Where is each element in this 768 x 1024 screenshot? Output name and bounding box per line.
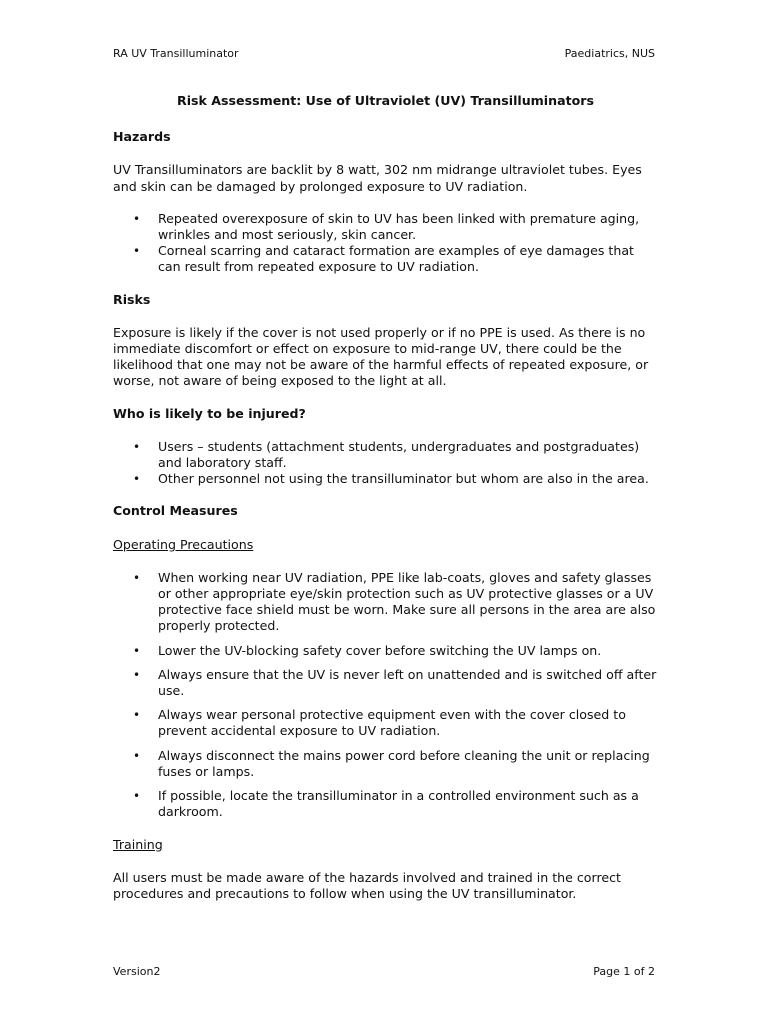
control-heading: Control Measures <box>113 503 238 519</box>
list-item: • When working near UV radiation, PPE like lab-coats, gloves and safety glasses or other appropriate eye/skin protection such as UV protective glasses or a UV protective face shield must be worn. Make sure all persons in the area are also properly protected. <box>113 570 658 635</box>
hazards-list <box>113 211 658 276</box>
injured-heading: Who is likely to be injured? <box>113 405 306 421</box>
document-body <box>113 93 658 918</box>
operating-precautions-list <box>113 570 658 821</box>
footer-version: Version2 <box>113 965 161 978</box>
list-item: • Lower the UV-blocking safety cover before switching the UV lamps on. <box>113 643 658 659</box>
header-right: Paediatrics, NUS <box>564 47 655 60</box>
hazards-intro: UV Transilluminators are backlit by 8 watt, 302 nm midrange ultraviolet tubes. Eyes and skin can be damaged by prolonged exposure to UV radiation. <box>113 162 642 194</box>
list-item: • Always disconnect the mains power cord before cleaning the unit or replacing fuses or lamps. <box>113 748 658 780</box>
list-item: • Users – students (attachment students, undergraduates and postgraduates) and laboratory staff. <box>113 439 658 471</box>
document-title: Risk Assessment: Use of Ultraviolet (UV) Transilluminators <box>177 93 594 108</box>
hazards-heading: Hazards <box>113 129 171 145</box>
risks-text: Exposure is likely if the cover is not used properly or if no PPE is used. As there is no immediate discomfort or effect on exposure to mid-range UV, there could be the likelihood that one may not be aware of the harmful effects of repeated exposure, or worse, not aware of being exposed to the light at all. <box>113 324 649 389</box>
training-heading: Training <box>113 836 163 852</box>
risks-heading: Risks <box>113 291 151 307</box>
injured-list <box>113 439 658 488</box>
list-item: • Other personnel not using the transilluminator but whom are also in the area. <box>113 471 658 487</box>
header-left: RA UV Transilluminator <box>113 47 239 60</box>
training-text: All users must be made aware of the hazards involved and trained in the correct procedures and precautions to follow when using the UV transilluminator. <box>113 869 621 901</box>
list-item: • If possible, locate the transilluminator in a controlled environment such as a darkroom. <box>113 788 658 820</box>
list-item: • Corneal scarring and cataract formation are examples of eye damages that can result from repeated exposure to UV radiation. <box>113 243 658 275</box>
list-item: • Always wear personal protective equipment even with the cover closed to prevent accidental exposure to UV radiation. <box>113 707 658 739</box>
operating-precautions-heading: Operating Precautions <box>113 536 254 552</box>
list-item: • Repeated overexposure of skin to UV has been linked with premature aging, wrinkles and most seriously, skin cancer. <box>113 211 658 243</box>
footer-page-number: Page 1 of 2 <box>593 965 655 978</box>
list-item: • Always ensure that the UV is never left on unattended and is switched off after use. <box>113 667 658 699</box>
